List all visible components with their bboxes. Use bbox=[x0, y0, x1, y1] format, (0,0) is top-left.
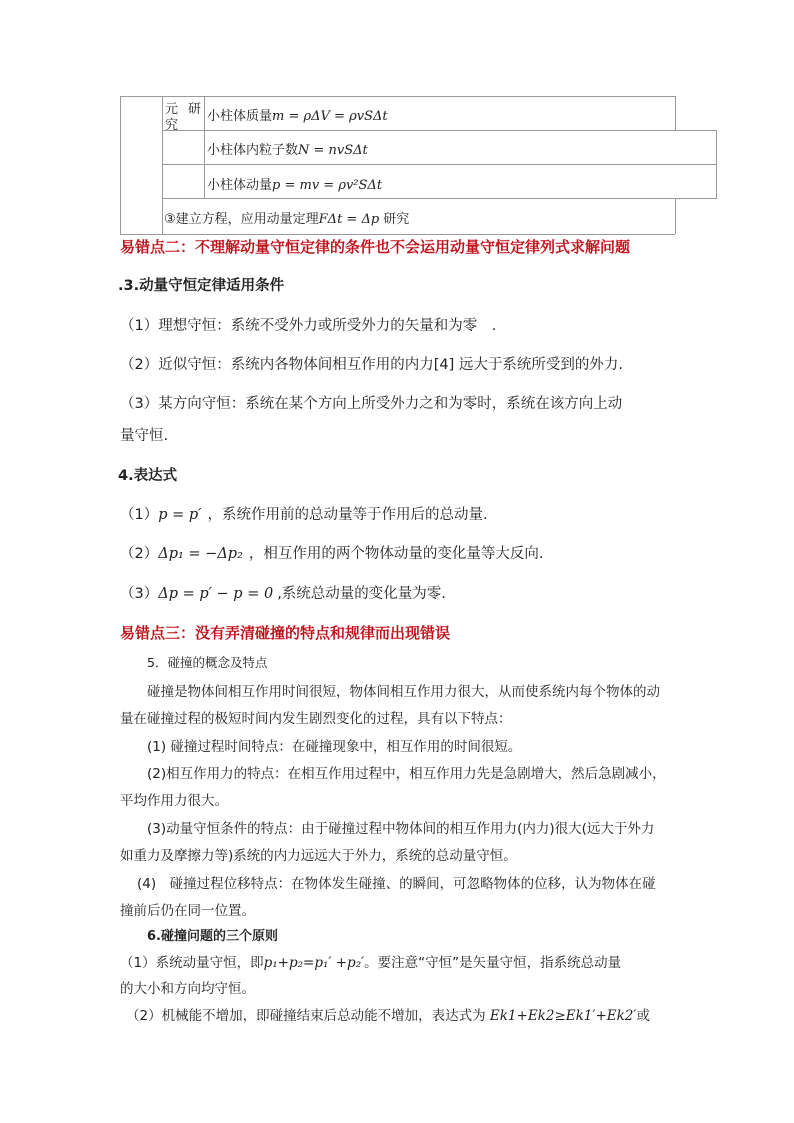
table-label-jiu: 究 bbox=[165, 118, 179, 133]
condition-direction-line2: 量守恒. bbox=[120, 428, 169, 444]
rule-2-formula: Ek1+Ek2≥Ek1′+Ek2′ bbox=[489, 1008, 637, 1024]
expression-1-text: ，系统作用前的总动量等于作用后的总动量. bbox=[207, 507, 488, 523]
rule-2-line1 bbox=[126, 1004, 650, 1024]
expression-1-prefix: （1） bbox=[120, 507, 159, 523]
table-row-momentum-label: 小柱体动量 bbox=[207, 178, 273, 193]
rule-1-formula: p₁+p₂=p₁′ +p₂′ bbox=[263, 955, 365, 971]
table-row-count bbox=[207, 139, 368, 158]
condition-ideal: （1）理想守恒：系统不受外力或所受外力的矢量和为零 . bbox=[120, 318, 497, 334]
table-row-mass-label: 小柱体质量 bbox=[207, 109, 273, 124]
table-row-equation bbox=[164, 208, 409, 227]
collision-point-3-line2: 如重力及摩擦力等)系统的内力远远大于外力，系统的总动量守恒。 bbox=[120, 848, 517, 864]
table-label-yan: 研 bbox=[188, 102, 202, 117]
expression-3 bbox=[120, 582, 446, 603]
sub3-heading: .3.动量守恒定律适用条件 bbox=[118, 278, 285, 294]
expression-3-formula: Δp = p′ − p = 0 bbox=[158, 586, 274, 602]
table-row-momentum-formula: p = mv = ρv²SΔt bbox=[272, 178, 383, 193]
section2-heading: 易错点二：不理解动量守恒定律的条件也不会运用动量守恒定律列式求解问题 bbox=[120, 238, 631, 256]
condition-approximate: （2）近似守恒：系统内各物体间相互作用的内力[4] 远大于系统所受到的外力. bbox=[120, 357, 623, 373]
collision-point-4-line2: 撞前后仍在同一位置。 bbox=[120, 903, 255, 919]
collision-point-2-line1: (2)相互作用力的特点：在相互作用过程中，相互作用力先是急剧增大，然后急剧减小， bbox=[147, 766, 666, 782]
expression-2-formula: Δp₁ = −Δp₂ bbox=[158, 546, 243, 562]
table-row-mass-formula: m = ρΔV = ρvSΔt bbox=[272, 109, 388, 124]
expression-1 bbox=[120, 503, 488, 524]
collision-point-2-line2: 平均作用力很大。 bbox=[120, 793, 228, 809]
table-row-equation-label: ③建立方程，应用动量定理 bbox=[164, 212, 319, 227]
collision-point-3-line1: (3)动量守恒条件的特点：由于碰撞过程中物体间的相互作用力(内力)很大(远大于外力 bbox=[147, 821, 655, 837]
rule-1-line2: 的大小和方向均守恒。 bbox=[120, 981, 255, 997]
expression-1-formula: p = p′ bbox=[158, 507, 202, 523]
sub4-heading: 4.表达式 bbox=[118, 468, 178, 484]
table-row-count-label: 小柱体内粒子数 bbox=[207, 143, 299, 158]
rule-1-text: （1）系统动量守恒，即 bbox=[120, 955, 264, 971]
expression-2 bbox=[120, 542, 544, 563]
table-row-equation-formula: FΔt = Δp bbox=[318, 212, 380, 227]
expression-3-text: ,系统总动量的变化量为零. bbox=[277, 586, 446, 602]
expression-2-text: ，相互作用的两个物体动量的变化量等大反向. bbox=[248, 546, 544, 562]
table-label-yuan: 元 bbox=[165, 102, 179, 117]
collision-intro-line2: 量在碰撞过程的极短时间内发生剧烈变化的过程，具有以下特点： bbox=[120, 711, 512, 727]
table-row-equation-suffix: 研究 bbox=[379, 212, 410, 227]
collision-point-1: (1) 碰撞过程时间特点：在碰撞现象中，相互作用的时间很短。 bbox=[147, 739, 522, 755]
section3-heading: 易错点三：没有弄清碰撞的特点和规律而出现错误 bbox=[120, 624, 451, 642]
collision-intro-line1: 碰撞是物体间相互作用时间很短，物体间相互作用力很大，从而使系统内每个物体的动 bbox=[147, 684, 660, 700]
rule-1-note: 。要注意“守恒”是矢量守恒，指系统总动量 bbox=[364, 955, 622, 971]
expression-2-prefix: （2） bbox=[120, 546, 159, 562]
sub6-heading: 6.碰撞问题的三个原则 bbox=[147, 929, 278, 944]
collision-point-4-line1: (4) 碰撞过程位移特点：在物体发生碰撞、的瞬间，可忽略物体的位移，认为物体在碰 bbox=[137, 876, 656, 892]
condition-direction-line1: （3）某方向守恒：系统在某个方向上所受外力之和为零时，系统在该方向上动 bbox=[120, 396, 623, 412]
table-row-count-formula: N = nvSΔt bbox=[298, 143, 368, 158]
expression-3-prefix: （3） bbox=[120, 586, 159, 602]
table-row-momentum bbox=[207, 174, 382, 193]
sub5-heading: 5．碰撞的概念及特点 bbox=[147, 655, 268, 670]
rule-2-suffix: 或 bbox=[636, 1008, 650, 1024]
table-row-mass bbox=[207, 105, 388, 124]
rule-2-text: （2）机械能不增加，即碰撞结束后总动能不增加，表达式为 bbox=[126, 1008, 490, 1024]
rule-1-line1 bbox=[120, 951, 621, 971]
